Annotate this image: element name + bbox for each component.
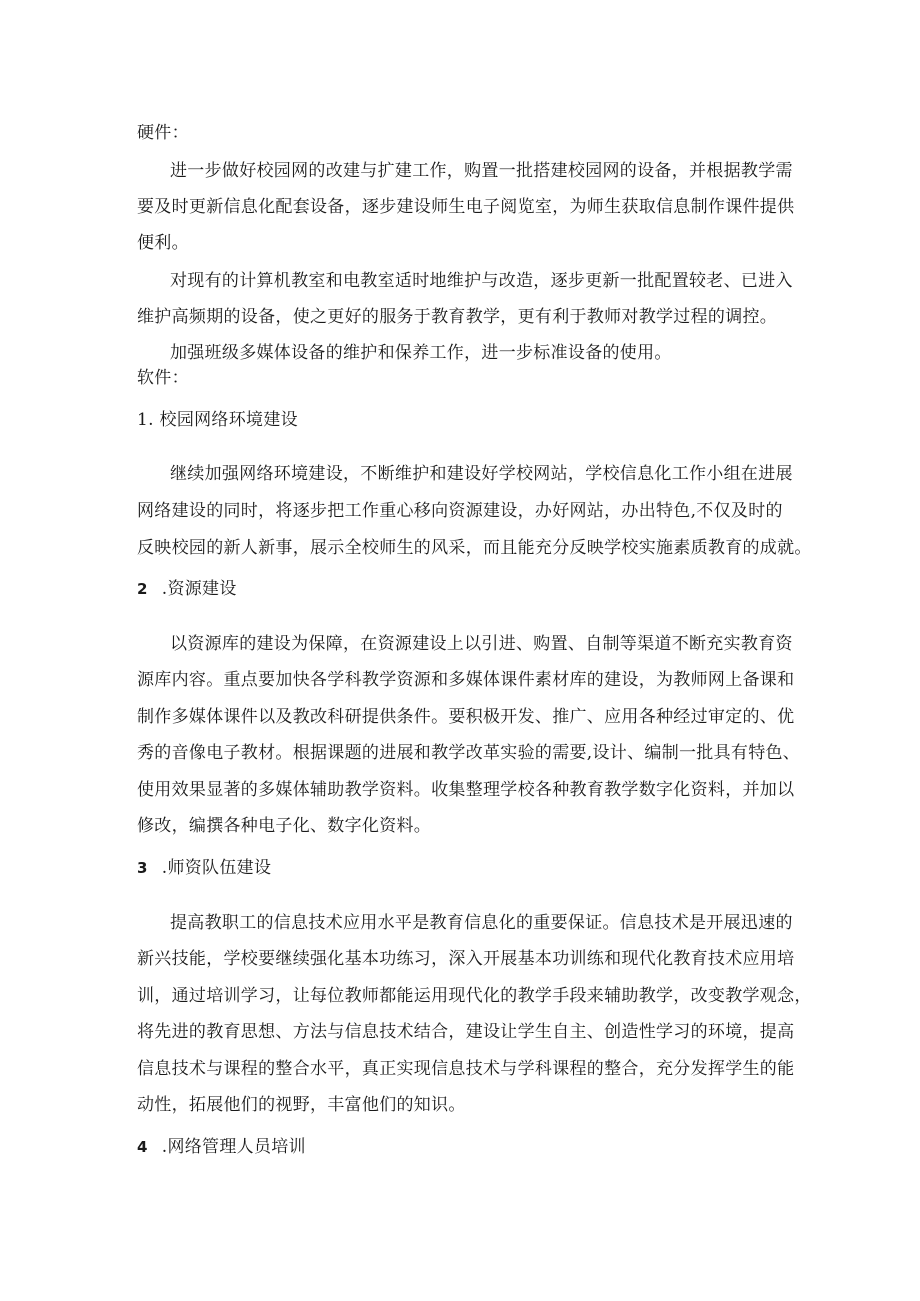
paragraph-line: 训，通过培训学习，让每位教师都能运用现代化的教学手段来辅助教学，改变教学观念，	[137, 986, 812, 1006]
paragraph-line: 要及时更新信息化配套设备，逐步建设师生电子阅览室，为师生获取信息制作课件提供	[137, 197, 795, 217]
paragraph-line: 以资源库的建设为保障，在资源建设上以引进、购置、自制等渠道不断充实教育资	[170, 634, 793, 654]
paragraph-line: 新兴技能，学校要继续强化基本功练习，深入开展基本功训练和现代化教育技术应用培	[137, 949, 795, 969]
paragraph-line: 修改，编撰各种电子化、数字化资料。	[137, 816, 432, 836]
paragraph-line: 便利。	[137, 233, 189, 253]
paragraph-line: 提高教职工的信息技术应用水平是教育信息化的重要保证。信息技术是开展迅速的	[170, 913, 793, 933]
paragraph-line: 维护高频期的设备，使之更好的服务于教育教学，更有利于教师对教学过程的调控。	[137, 307, 778, 327]
section-heading	[137, 1136, 306, 1158]
section-number: 2	[137, 580, 148, 598]
paragraph-line: 秀的音像电子教材。根据课题的进展和教学改革实验的需要,设计、编制一批具有特色、	[137, 743, 801, 763]
section-number: 3	[137, 859, 148, 877]
section-title: .资源建设	[161, 579, 237, 599]
paragraph-line: 源库内容。重点要加快各学科教学资源和多媒体课件素材库的建设，为教师网上备课和	[137, 670, 795, 690]
section-number: 4	[137, 1138, 148, 1156]
paragraph-line: 进一步做好校园网的改建与扩建工作，购置一批搭建校园网的设备，并根据教学需	[170, 161, 793, 181]
section-title: .网络管理人员培训	[161, 1137, 306, 1157]
paragraph-line: 将先进的教育思想、方法与信息技术结合，建设让学生自主、创造性学习的环境，提高	[137, 1022, 795, 1042]
paragraph-line: 使用效果显著的多媒体辅助教学资料。收集整理学校各种教育教学数字化资料，并加以	[137, 780, 795, 800]
section-title: .师资队伍建设	[161, 858, 272, 878]
paragraph-line: 动性，拓展他们的视野，丰富他们的知识。	[137, 1095, 466, 1115]
software-label: 软件：	[137, 368, 189, 388]
section-heading: 1. 校园网络环境建设	[137, 410, 298, 430]
paragraph-line: 继续加强网络环境建设，不断维护和建设好学校网站，学校信息化工作小组在进展	[170, 464, 793, 484]
paragraph-line: 加强班级多媒体设备的维护和保养工作，进一步标准设备的使用。	[170, 343, 672, 363]
hardware-label: 硬件：	[137, 123, 189, 143]
paragraph-line: 信息技术与课程的整合水平，真正实现信息技术与学科课程的整合，充分发挥学生的能	[137, 1059, 795, 1079]
section-heading	[137, 857, 271, 879]
paragraph-line: 网络建设的同时，将逐步把工作重心移向资源建设，办好网站，办出特色,不仅及时的	[137, 501, 783, 521]
paragraph-line: 反映校园的新人新事，展示全校师生的风采，而且能充分反映学校实施素质教育的成就。	[137, 538, 812, 558]
paragraph-line: 对现有的计算机教室和电教室适时地维护与改造，逐步更新一批配置较老、已进入	[170, 271, 793, 291]
paragraph-line: 制作多媒体课件以及教改科研提供条件。要积极开发、推广、应用各种经过审定的、优	[137, 707, 795, 727]
section-heading	[137, 578, 237, 600]
